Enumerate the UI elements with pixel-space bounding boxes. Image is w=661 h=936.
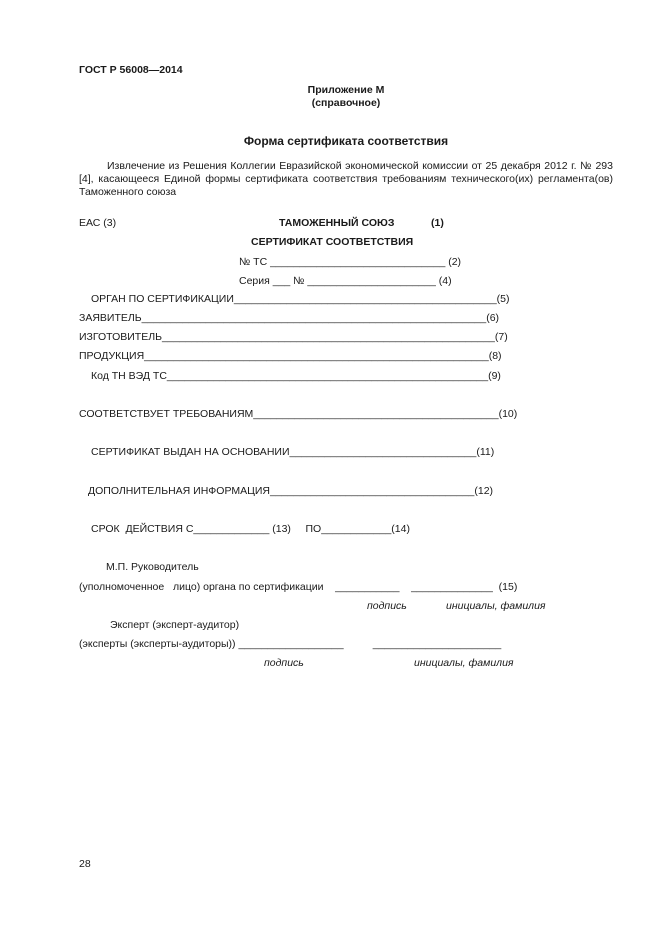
- applicant-line: ЗАЯВИТЕЛЬ___________________________________________________________(6): [79, 312, 500, 324]
- certification-body-line: ОРГАН ПО СЕРТИФИКАЦИИ_____________________________________________(5): [91, 293, 510, 305]
- certificate-title: СЕРТИФИКАТ СООТВЕТСТВИЯ: [251, 236, 414, 248]
- compliance-line: СООТВЕТСТВУЕТ ТРЕБОВАНИЯМ__________________________________________(10): [79, 408, 518, 420]
- validity-line: СРОК ДЕЙСТВИЯ С_____________ (13) ПО____________(14): [91, 523, 410, 535]
- stamp-head: М.П. Руководитель: [106, 561, 199, 573]
- authorized-person-line: (уполномоченное лицо) органа по сертификации ___________ ______________ (15): [79, 581, 518, 593]
- standard-header: ГОСТ Р 56008—2014: [79, 64, 183, 76]
- union-title: ТАМОЖЕННЫЙ СОЮЗ: [279, 217, 395, 229]
- form-title: Форма сертификата соответствия: [243, 134, 449, 148]
- customs-code-line: Код ТН ВЭД ТС_______________________________________________________(9): [91, 370, 501, 382]
- certificate-number-line: № ТС ______________________________ (2): [239, 256, 462, 268]
- initials-label-1: инициалы, фамилия: [446, 600, 546, 612]
- initials-label-2: инициалы, фамилия: [414, 657, 514, 669]
- product-line: ПРОДУКЦИЯ___________________________________________________________(8): [79, 350, 502, 362]
- page-number: 28: [79, 858, 91, 870]
- intro-paragraph: Извлечение из Решения Коллегии Евразийской экономической комиссии от 25 декабря 2012 г. № 293 [4], касающееся Единой формы сертификата соответствия требованиям технического(их) регламента(ов) Таможенного союза: [79, 160, 613, 198]
- additional-info-line: ДОПОЛНИТЕЛЬНАЯ ИНФОРМАЦИЯ___________________________________(12): [88, 485, 494, 497]
- manufacturer-line: ИЗГОТОВИТЕЛЬ_________________________________________________________(7): [79, 331, 508, 343]
- signature-label-1: подпись: [367, 600, 407, 612]
- issued-basis-line: СЕРТИФИКАТ ВЫДАН НА ОСНОВАНИИ________________________________(11): [91, 446, 495, 458]
- expert-head: Эксперт (эксперт-аудитор): [110, 619, 240, 631]
- union-ref: (1): [431, 217, 444, 229]
- appendix-title: Приложение М: [307, 84, 385, 96]
- certificate-series-line: Серия ___ № ______________________ (4): [239, 275, 452, 287]
- signature-label-2: подпись: [264, 657, 304, 669]
- eac-label: ЕАС (3): [79, 217, 117, 229]
- experts-line: (эксперты (эксперты-аудиторы)) __________________ ______________________: [79, 638, 502, 650]
- appendix-subtitle: (справочное): [311, 97, 381, 109]
